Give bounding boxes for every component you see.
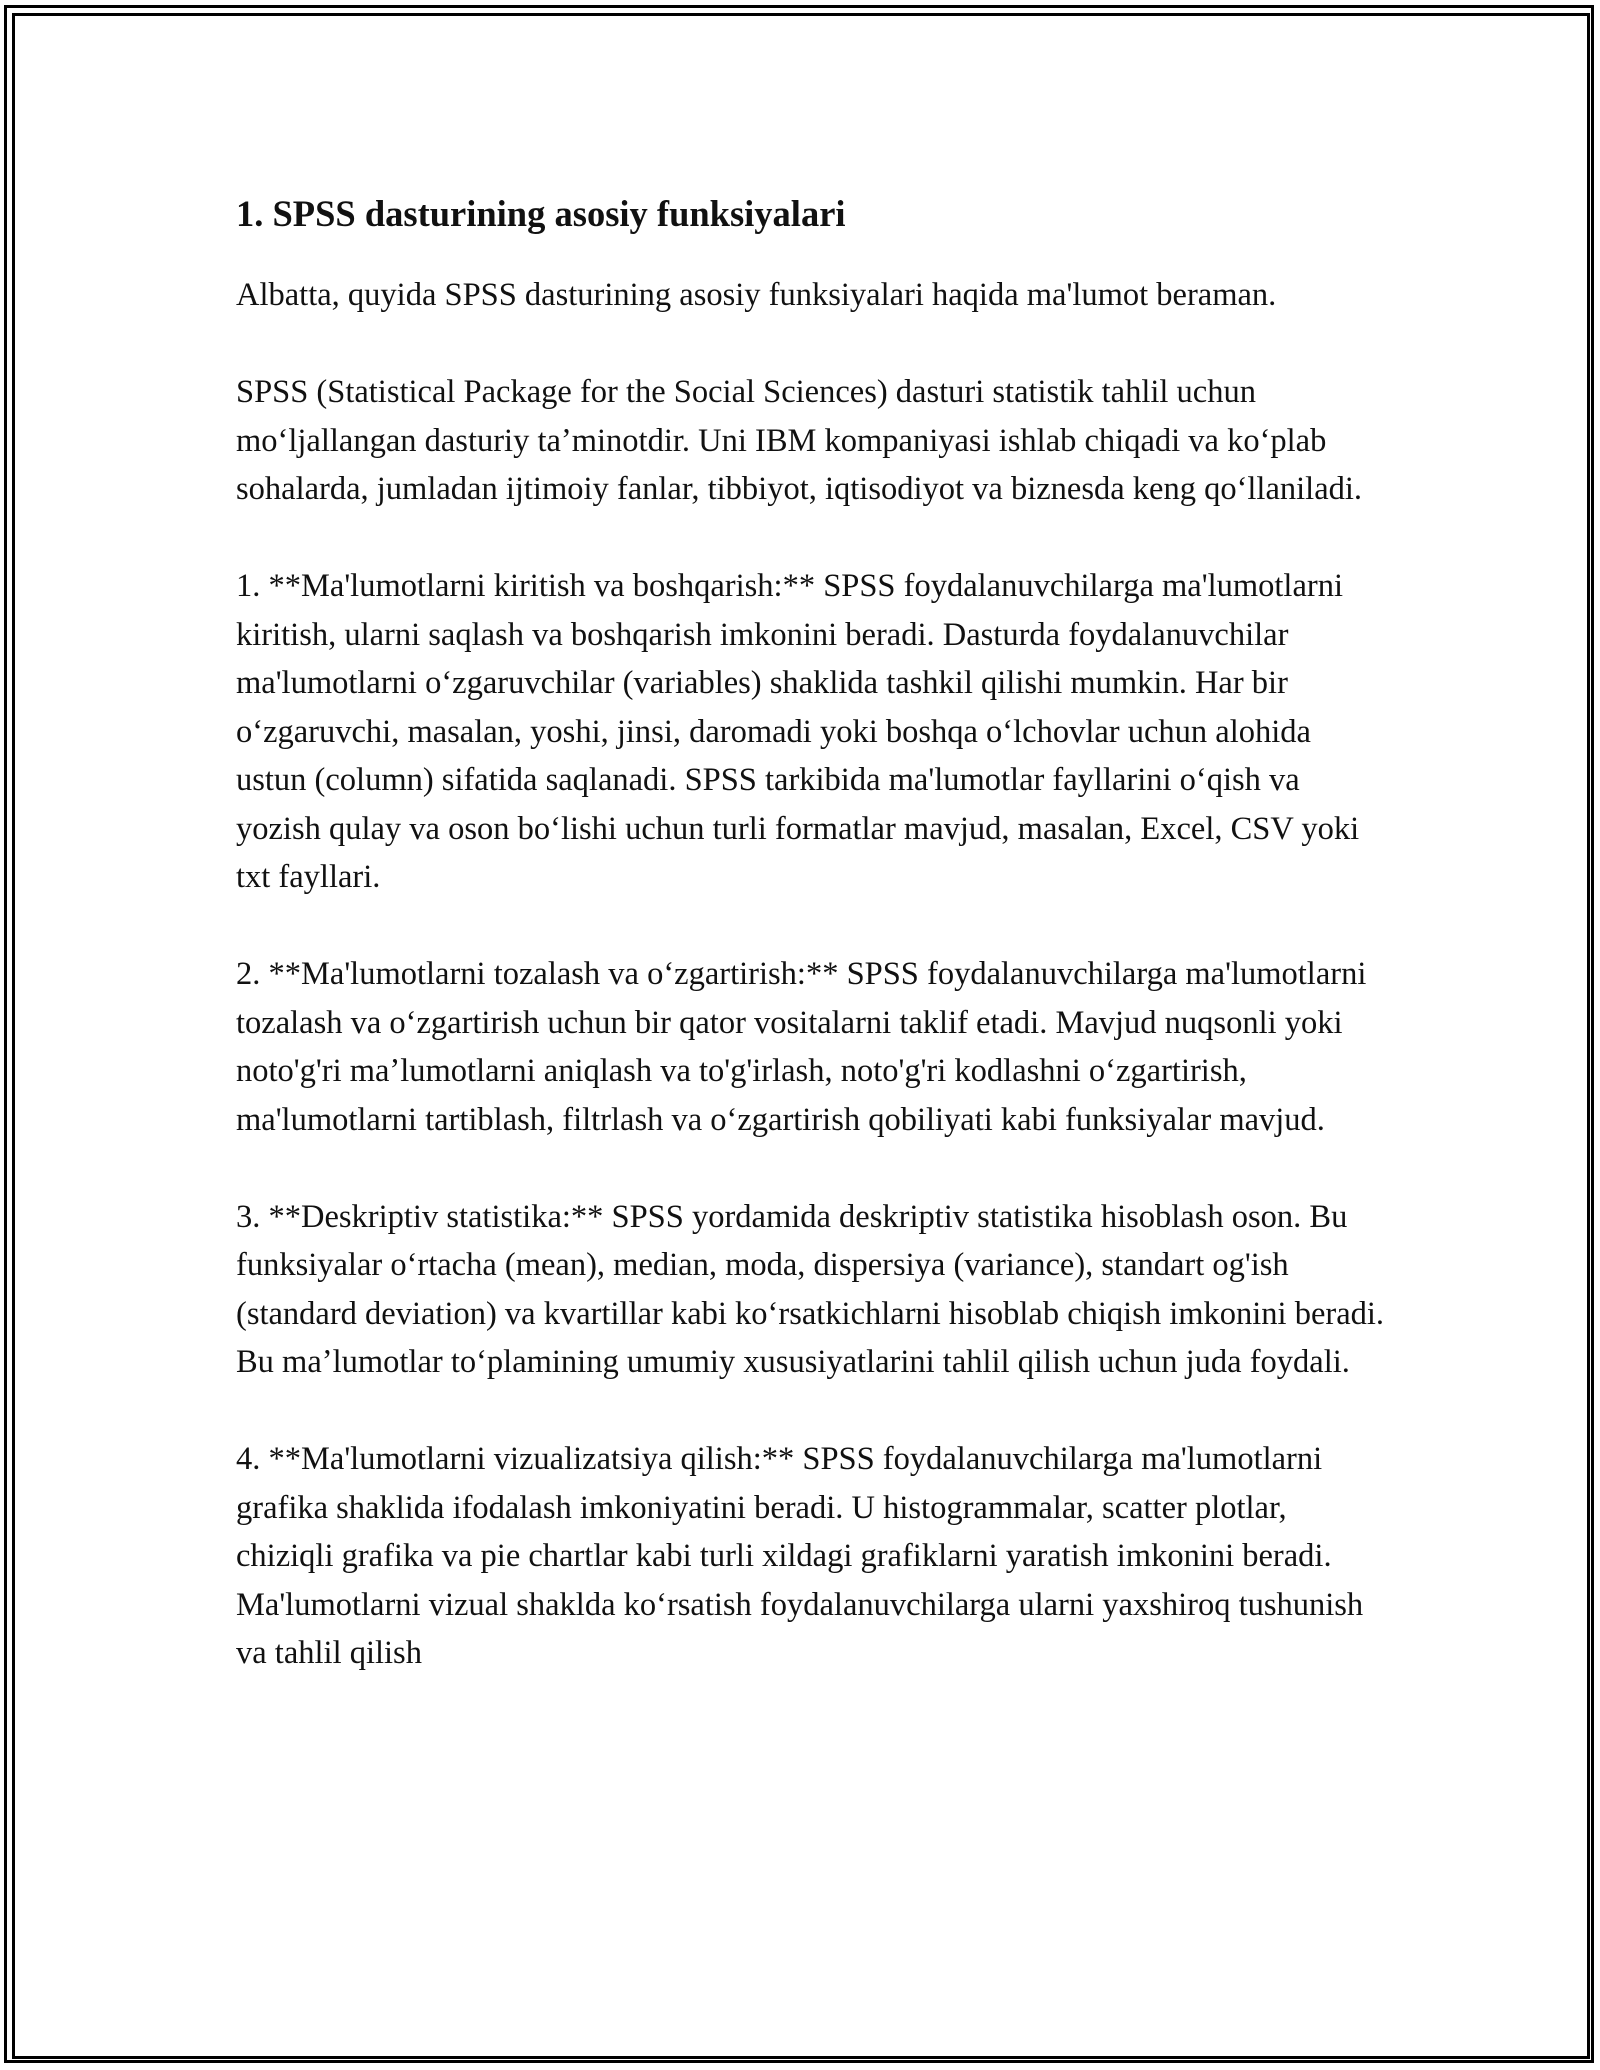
intro-paragraph: Albatta, quyida SPSS dasturining asosiy funksiyalari haqida ma'lumot beraman. bbox=[236, 277, 1277, 313]
section-heading: 1. SPSS dasturining asosiy funksiyalari bbox=[236, 193, 846, 234]
data-visualization-paragraph: 4. **Ma'lumotlarni vizualizatsiya qilish:** SPSS foydalanuvchilarga ma'lumotlarni grafika shaklida ifodalash imkoniyatini beradi. U histogrammalar, scatter plotlar, chiziqli grafika va pie chartlar kabi turli xildagi grafiklarni yaratish imkonini beradi. Ma'lumotlarni vizual shaklda koʻrsatish foydalanuvchilarga ularni yaxshiroq tushunish va tahlil qilish bbox=[236, 1441, 1364, 1671]
data-entry-paragraph: 1. **Ma'lumotlarni kiritish va boshqarish:** SPSS foydalanuvchilarga ma'lumotlarni kiritish, ularni saqlash va boshqarish imkonini beradi. Dasturda foydalanuvchilar ma'lumotlarni oʻzgaruvchilar (variables) shaklida tashkil qilishi mumkin. Har bir oʻzgaruvchi, masalan, yoshi, jinsi, daromadi yoki boshqa oʻlchovlar uchun alohida ustun (column) sifatida saqlanadi. SPSS tarkibida ma'lumotlar fayllarini oʻqish va yozish qulay va oson boʻlishi uchun turli formatlar mavjud, masalan, Excel, CSV yoki txt fayllari. bbox=[236, 568, 1360, 895]
spss-overview-paragraph: SPSS (Statistical Package for the Social Sciences) dasturi statistik tahlil uchun moʻljallangan dasturiy taʼminotdir. Uni IBM kompaniyasi ishlab chiqadi va koʻplab sohalarda, jumladan ijtimoiy fanlar, tibbiyot, iqtisodiyot va biznesda keng qoʻllaniladi. bbox=[236, 374, 1363, 507]
document-body bbox=[236, 185, 1386, 1678]
data-cleaning-paragraph: 2. **Ma'lumotlarni tozalash va oʻzgartirish:** SPSS foydalanuvchilarga ma'lumotlarni tozalash va oʻzgartirish uchun bir qator vositalarni taklif etadi. Mavjud nuqsonli yoki noto'g'ri maʼlumotlarni aniqlash va to'g'irlash, noto'g'ri kodlashni oʻzgartirish, ma'lumotlarni tartiblash, filtrlash va oʻzgartirish qobiliyati kabi funksiyalar mavjud. bbox=[236, 956, 1367, 1138]
descriptive-statistics-paragraph: 3. **Deskriptiv statistika:** SPSS yordamida deskriptiv statistika hisoblash oson. Bu funksiyalar oʻrtacha (mean), median, moda, dispersiya (variance), standart og'ish (standard deviation) va kvartillar kabi koʻrsatkichlarni hisoblab chiqish imkonini beradi. Bu maʼlumotlar toʻplamining umumiy xususiyatlarini tahlil qilish uchun juda foydali. bbox=[236, 1198, 1385, 1380]
